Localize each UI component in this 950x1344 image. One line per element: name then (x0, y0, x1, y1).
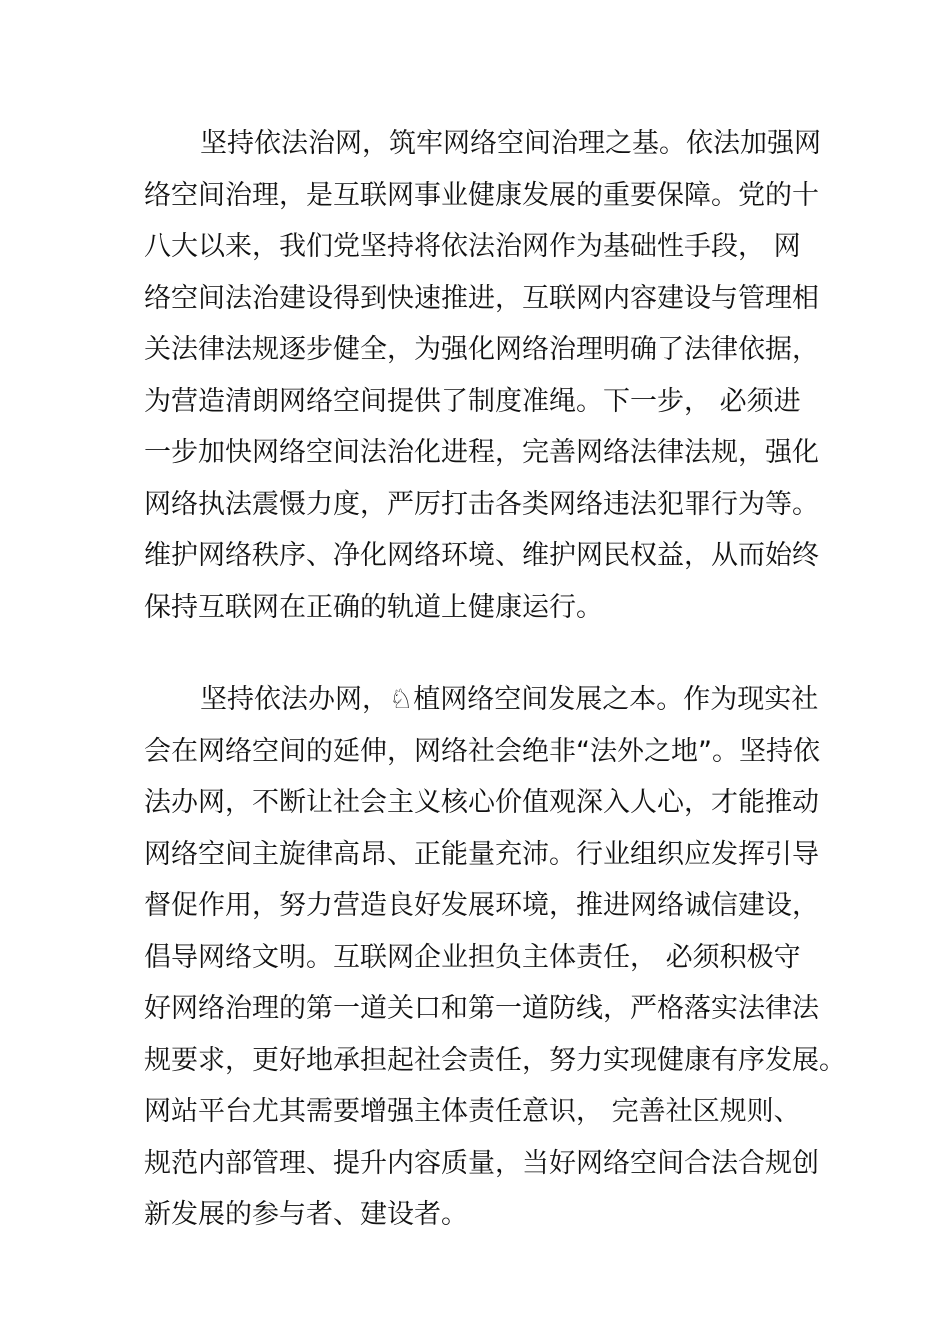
paragraph-line: 八大以来，我们党坚持将依法治网作为基础性手段， 网 (144, 231, 801, 262)
paragraph-line: 法办网，不断让社会主义核心价值观深入人心，才能推动 (144, 787, 819, 818)
paragraph-line: 规范内部管理、提升内容质量，当好网络空间合法合规创 (144, 1147, 819, 1179)
paragraph-line: 络空间治理，是互联网事业健康发展的重要保障。党的十 (144, 179, 819, 211)
paragraph-rule-of-law-operation (144, 674, 844, 1241)
paragraph-line: 维护网络秩序、净化网络环境、维护网民权益，从而始终 (144, 540, 819, 571)
paragraph-line: 新发展的参与者、建设者。 (144, 1199, 468, 1230)
paragraph-line: 为营造清朗网络空间提供了制度准绳。下一步， 必须进 (144, 385, 801, 417)
paragraph-line: 保持互联网在正确的轨道上健康运行。 (144, 591, 603, 623)
paragraph-line: 网站平台尤其需要增强主体责任意识， 完善社区规则、 (144, 1096, 801, 1127)
paragraph-rule-of-law-governance (144, 118, 844, 633)
paragraph-line: 好网络治理的第一道关口和第一道防线，严格落实法律法 (144, 993, 819, 1024)
paragraph-line: 会在网络空间的延伸，网络社会绝非“法外之地”。坚持依 (144, 735, 820, 767)
paragraph-line: 关法律法规逐步健全，为强化网络治理明确了法律依据， (144, 334, 819, 365)
paragraph-line: 络空间法治建设得到快速推进，互联网内容建设与管理相 (144, 282, 819, 314)
paragraph-line: 规要求，更好地承担起社会责任，努力实现健康有序发展。 (144, 1044, 846, 1076)
paragraph-line: 督促作用，努力营造良好发展环境，推进网络诚信建设， (144, 890, 819, 921)
paragraph-line: 一步加快网络空间法治化进程，完善网络法律法规，强化 (144, 437, 819, 468)
paragraph-line: 网络空间主旋律高昂、正能量充沛。行业组织应发挥引导 (144, 838, 819, 870)
paragraph-line: 坚持依法办网，♘植网络空间发展之本。作为现实社 (200, 684, 819, 715)
paragraph-line: 坚持依法治网，筑牢网络空间治理之基。依法加强网 (200, 128, 821, 159)
paragraph-line: 倡导网络文明。互联网企业担负主体责任， 必须积极守 (144, 941, 801, 973)
paragraph-line: 网络执法震慑力度，严厉打击各类网络违法犯罪行为等。 (144, 488, 819, 520)
